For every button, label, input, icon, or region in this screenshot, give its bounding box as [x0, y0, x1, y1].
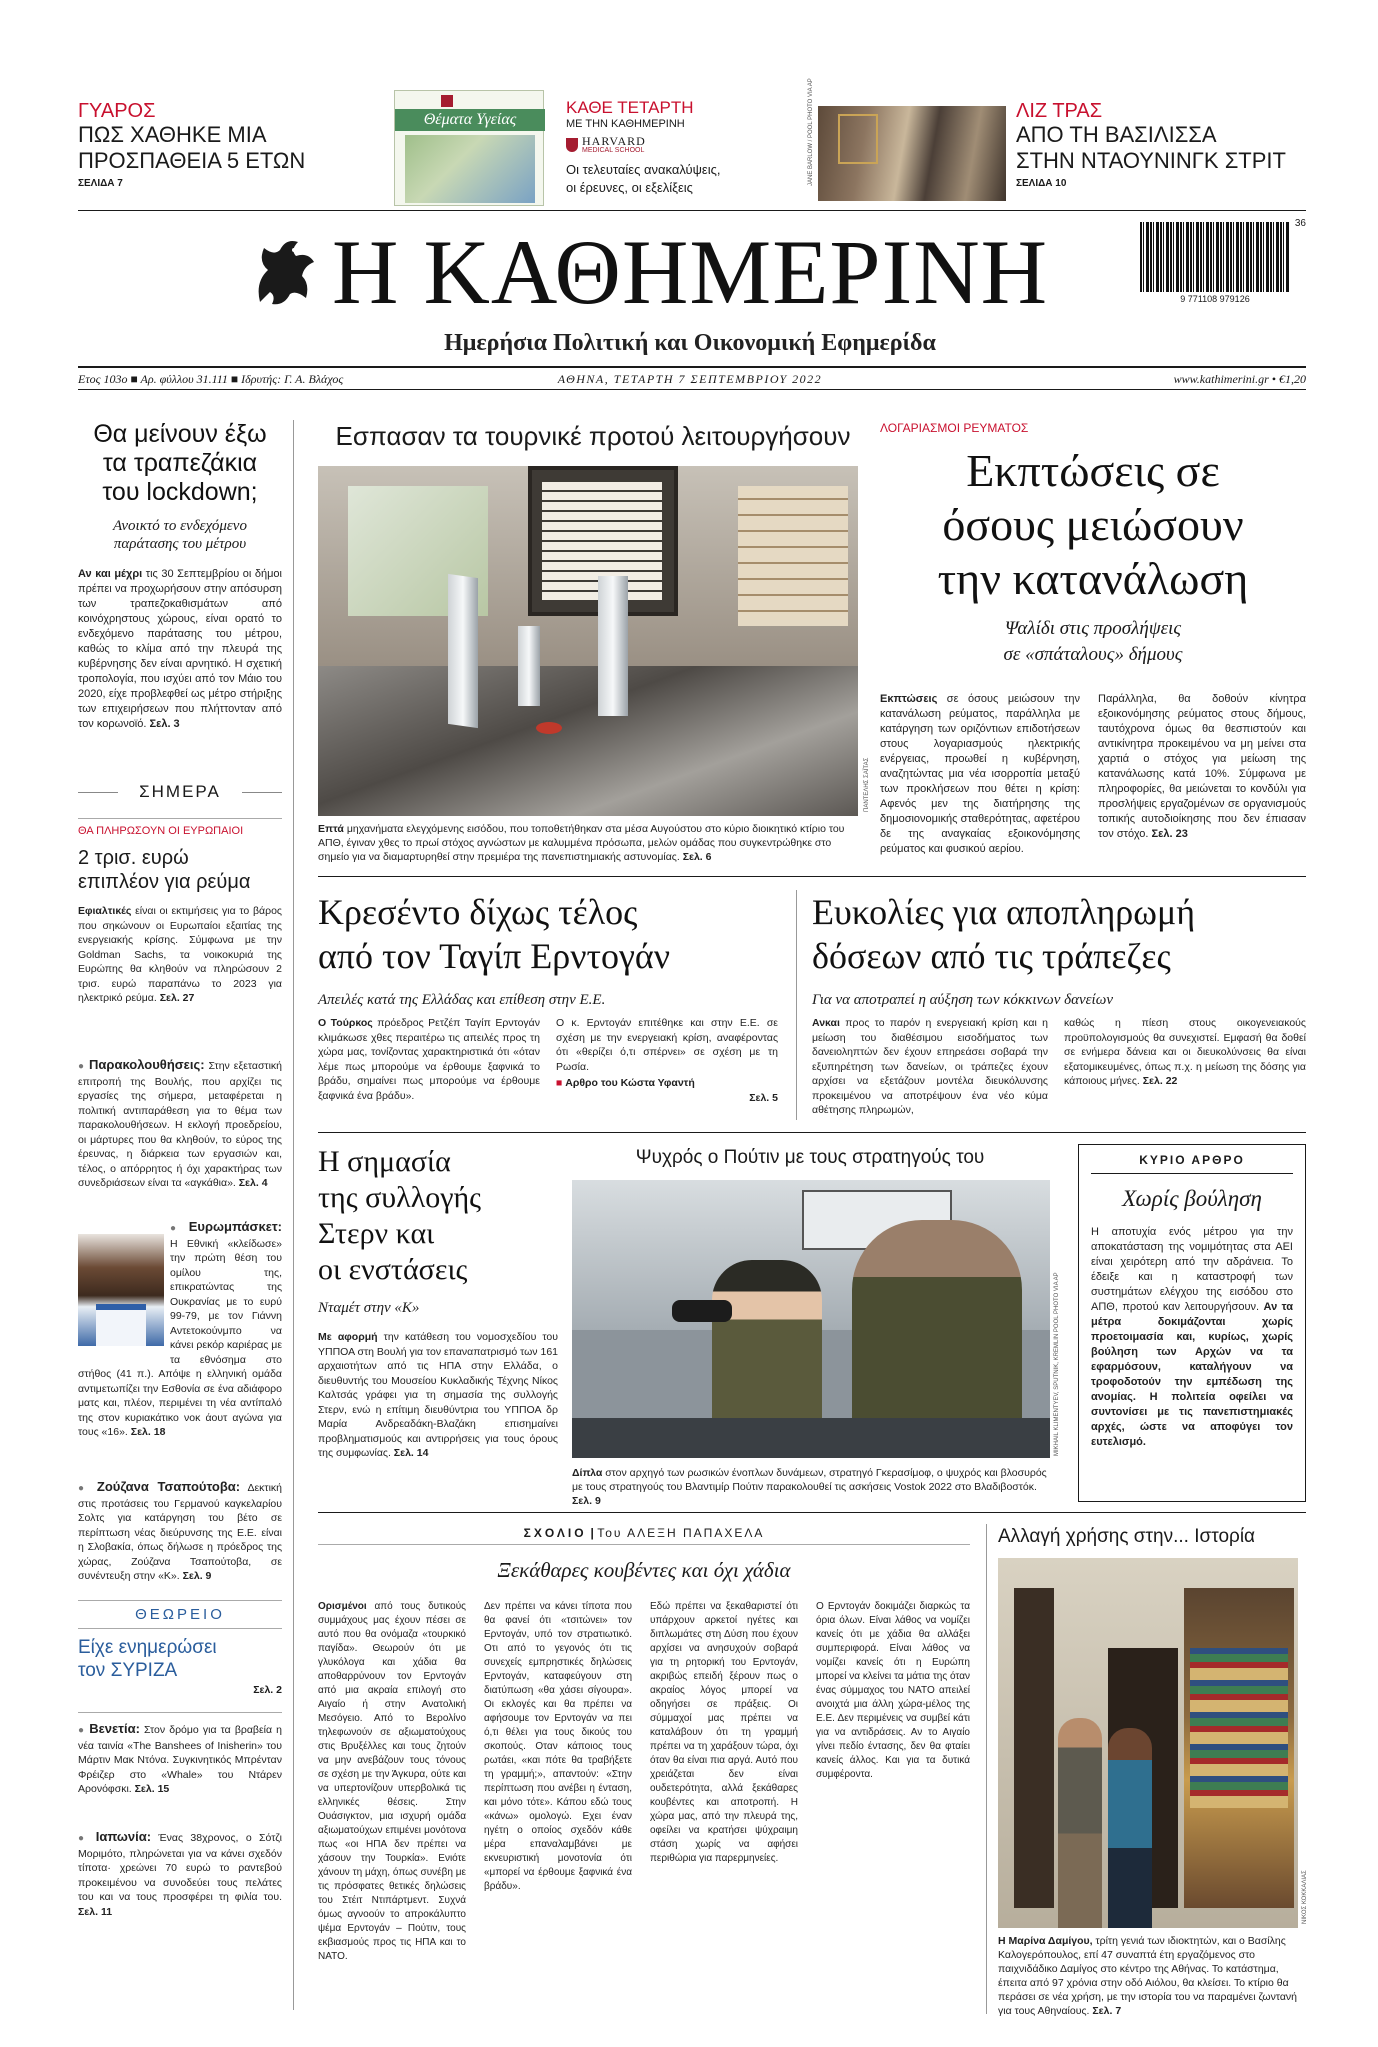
masthead-rule-top [78, 366, 1306, 368]
info-left: Ετος 103ο ■ Αρ. φύλλου 31.111 ■ Ιδρυτής: Γ. Α. Βλάχος [78, 372, 344, 386]
lockdown-article[interactable] [78, 420, 282, 732]
theorio-label: ΘΕΩΡΕΙΟ [135, 1606, 225, 1623]
truss-photo-credit: JANE BARLOW / POOL PHOTO VIA AP [808, 78, 814, 186]
brief-surveillance-text: ● Παρακολουθήσεις: Στην εξεταστική επιτροπή της Βουλής, που αρχίζει τις εργασίες της σήμερα, μεταφέρεται η πολιτική αντιπαράθεση για το θέμα των παρακολουθήσεων. Η εκλογή προεδρείου, οι μάρτυρες που θα κληθούν, το εύρος της έρευνας, η διάρκεια των εργασιών και, τέλος, ο απόρρητος ή όχι χαρακτήρας των συνεδριάσεων είναι τα «αγκάθια». Σελ. 4 [78, 1058, 282, 1191]
magazine-title: Θέματα Υγείας [395, 109, 545, 131]
today-label: ΣΗΜΕΡΑ [139, 782, 221, 801]
floor-marker [536, 722, 562, 734]
shop-window-left [1014, 1588, 1054, 1908]
brief-surveillance[interactable] [78, 1058, 282, 1191]
teaser-center-desc1: Οι τελευταίες ανακαλύψεις, [566, 162, 721, 177]
comment-col2: Δεν πρέπει να κάνει τίποτα που θα φανεί ότι «τσιτώνει» τον Ερντογάν, υπό τον στρατιωτικό. Οτι από το γεγονός ότι τις συνεχείς εμπρηστικές δηλώσεις Ερντογάν, καταφεύγουν στη διατύπωση «θα χάσει σίγουρα». Οι εκλογές και θα πρέπει να αφήσουμε τον Ερντογάν να πει ό,τι θέλει για τους δικούς του σκοπούς. Οταν κάποιος τους ρωτάει, «και πότε θα τραβήξετε τη γραμμή;», απαντούν: «Στην περίπτωση που ανέβει η ένταση, και μόνο τότε». Κάπου εδώ τους «κάνω» ομολογώ. Εχει έναν ηγέτη ο οποίος σχεδόν κάθε μέρα επαναλαμβάνει με εκνευριστική μονοτονία ότι «μπορεί να έρθουμε ξαφνικά ένα βράδυ». [484, 1601, 632, 1892]
theorio-headline: Είχε ενημερώσει τον ΣΥΡΙΖΑ [78, 1637, 217, 1681]
turnstiles-floor [318, 666, 858, 816]
teaser-right[interactable] [1016, 100, 1306, 200]
loans-headline: Ευκολίες για αποπληρωμή δόσεων από τις τράπεζες [812, 892, 1196, 976]
teaser-left-line2: ΠΡΟΣΠΑΘΕΙΑ 5 ΕΤΩΝ [78, 148, 306, 173]
today-section [78, 782, 282, 802]
info-center: ΑΘΗΝΑ, ΤΕΤΑΡΤΗ 7 ΣΕΠΤΕΜΒΡΙΟΥ 2022 [557, 372, 823, 386]
comment-label: ΣΧΟΛΙΟ [523, 1526, 587, 1540]
brief-venice-text: ● Βενετία: Στον δρόμο για τα βραβεία η νέα ταινία «The Banshees of Inisherin» του Μάρτιν Μακ Ντόνα. Συγκινητικός Μπρένταν Φρέιζερ στο «Whale» του Ντάρεν Αρονόφσκι. Σελ. 15 [78, 1722, 282, 1797]
stern-headline: Η σημασία της συλλογής Στερν και οι ενστάσεις [318, 1145, 482, 1286]
history-caption: Η Μαρίνα Δαμίγου, τρίτη γενιά των ιδιοκτητών, και ο Βασίλης Καλογερόπουλος, επί 47 συναπτά έτη εργαζόμενος στο παιχνιδάδικο Δαμίγος στο κέντρο της Αθήνας. Το κατάστημα, έπειτα από 97 χρόνια στην οδό Αιόλου, θα κλείσει. Το κτίριο θα περάσει σε νέα χρήση, με την ιστορία του να παραμένει ζωντανή για τους Αθηναίους. Σελ. 7 [998, 1935, 1297, 2017]
today-body: Εφιαλτικές είναι οι εκτιμήσεις για το βάρος που σηκώνουν οι Ευρωπαίοι εξαιτίας της ενεργειακής κρίσης. Σύμφωνα με την Goldman Sachs, τα νοικοκυριά της Ευρώπης θα κληθούν να πληρώσουν 2 τρισ. ευρώ παραπάνω το 2023 για ηλεκτρικό ρεύμα. Σελ. 27 [78, 905, 282, 1004]
loans-col1: Ανκαι προς το παρόν η ενεργειακή κρίση και η μείωση του διαθέσιμου εισοδήματος των δανειοληπτών δεν έχουν επηρεάσει σοβαρά την εξυπηρέτηση των δανείων, οι τράπεζες έχουν αρχίσει να εξετάζουν μοντέλα διευκόλυνσης προκειμένου να αποτρέψουν ένα νέο κύμα αθέτησης πληρωμών, [812, 1017, 1048, 1116]
shop-window-right [1184, 1588, 1294, 1908]
brief-japan[interactable] [78, 1830, 282, 1919]
brief-eurobasket-text: ● Ευρωμπάσκετ: Η Εθνική «κλείδωσε» την πρώτη θέση του ομίλου της, επικρατώντας της Ουκρανίας με το ευρύ 99-79, με τον Γιάννη Αντετοκούνμπο να κάνει ρεκόρ καριέρας με τα εθνόσημα στο στήθος (41 π.). Απόψε η ελληνική ομάδα αντιμετωπίζει την Εσθονία σε ένα αδιάφορο ματς και, πλέον, περιμένει τη νέα αντίπαλό της στον κυριακάτικο νοκ άουτ αγώνα για τους «16». Σελ. 18 [78, 1220, 282, 1440]
masthead-title: Η ΚΑΘΗΜΕΡΙΝΗ [332, 221, 1049, 323]
today-kicker: ΘΑ ΠΛΗΡΩΣΟΥΝ ΟΙ ΕΥΡΩΠΑΙΟΙ [78, 825, 244, 837]
comment-label-row: ΣΧΟΛΙΟ | Του ΑΛΕΞΗ ΠΑΠΑΧΕΛΑ [523, 1526, 765, 1540]
history-photo [998, 1558, 1298, 1928]
griffin-logo-icon [250, 232, 320, 310]
mid-rule-2 [318, 1132, 1306, 1133]
man-figure [1058, 1718, 1102, 1928]
discounts-article[interactable] [880, 420, 1306, 668]
turnstiles-shelves [738, 486, 848, 626]
comment-label-rule [318, 1544, 970, 1545]
editorial-label: ΚΥΡΙΟ ΑΡΘΡΟ [1139, 1153, 1245, 1167]
info-right: www.kathimerini.gr • €1,20 [1173, 372, 1306, 386]
teaser-left-page: ΣΕΛΙΔΑ 7 [78, 178, 123, 189]
loans-sub: Για να αποτραπεί η αύξηση των κόκκινων δανείων [812, 992, 1113, 1008]
brief-venice[interactable] [78, 1722, 282, 1797]
magazine-cover[interactable] [394, 90, 544, 206]
masthead-subtitle: Ημερήσια Πολιτική και Οικονομική Εφημερίδα [444, 330, 936, 356]
theorio-page: Σελ. 2 [253, 1684, 282, 1696]
barcode-issue: 36 [1294, 218, 1306, 229]
editorial-headline: Χωρίς βούληση [1122, 1186, 1262, 1211]
teaser-right-line1: ΑΠΟ ΤΗ ΒΑΣΙΛΙΣΣΑ [1016, 122, 1217, 147]
lockdown-sub: Ανοικτό το ενδεχόμενο παράτασης του μέτρου [113, 518, 247, 552]
turnstiles-caption: Επτά μηχανήματα ελεγχόμενης εισόδου, που τοποθετήθηκαν στα μέσα Αυγούστου στο κύριο διοικητικό κτίριο του ΑΠΘ, έγιναν χθες το πρωί στόχος αγνώστων με καλυμμένα πρόσωπα, μελών ομάδας που συγκεντρώθηκε στο σημείο για να διαμαρτυρηθεί στην πρεμιέρα της πανεπιστημιακής αστυνομίας. Σελ. 6 [318, 823, 845, 863]
teaser-center-with: ΜΕ ΤΗΝ ΚΑΘΗΜΕΡΙΝΗ [566, 118, 685, 130]
mid-rule-3 [318, 1512, 1306, 1513]
masthead-rule-bottom [78, 389, 1306, 390]
brief-caputova[interactable] [78, 1480, 282, 1584]
harvard-brand-sub: MEDICAL SCHOOL [582, 147, 645, 154]
barcode-bars [1140, 222, 1290, 292]
teaser-center-desc2: οι έρευνες, οι εξελίξεις [566, 180, 693, 195]
comment-col3: Εδώ πρέπει να ξεκαθαριστεί ότι υπάρχουν αρκετοί ηγέτες και διπλωμάτες στη Δύση που έχουν αρχίσει να ανησυχούν σοβαρά για τη ρητορική του Ερντογάν, ακριβώς επειδή ξέρουν πως ο ακραίος λόγος μπορεί να οδηγήσει σε πράξεις. Οι σύμμαχοί μας πρέπει να καταλάβουν ότι τη γραμμή πρέπει να τη χαράξουν τώρα, όχι όταν θα είναι πια αργά. Αυτό που χρειάζεται δεν είναι ουδετερότητα, αλλά ξεκάθαρες κουβέντες και αποτροπή. Η χώρα μας, από την πλευρά της, οφείλει να κρατήσει ψύχραιμη στάση χωρίς να αφήσει περιθώρια για παρερμηνείες. [650, 1601, 798, 1864]
teaser-right-line2: ΣΤΗΝ ΝΤΑΟΥΝΙΝΓΚ ΣΤΡΙΤ [1016, 148, 1286, 173]
erdogan-col2: Ο κ. Ερντογάν επιτέθηκε και στην Ε.Ε. σε σχέση με την ενεργειακή κρίση, αναφέροντας ότι «θερίζει ό,τι σπέρνει» σε σχέση με τη Ρωσία. ■ Αρθρο του Κώστα Υφαντή Σελ. 5 [556, 1017, 778, 1104]
stern-sub: Νταμέτ στην «Κ» [318, 1300, 420, 1316]
loans-col2: καθώς η πίεση στους οικογενειακούς προϋπολογισμούς θα συνεχιστεί. Εμφασή θα δοθεί σε ενήμερα δάνεια και οι διευκολύνσεις θα είναι εξατομικευμένες, όπως π.χ. η μείωση της δόσης για κάποιους μήνες. Σελ. 22 [1064, 1017, 1306, 1087]
teaser-center[interactable] [566, 98, 766, 206]
stern-article[interactable] [318, 1144, 558, 1461]
teaser-left-kicker: ΓΥΑΡΟΣ [78, 100, 156, 122]
binoculars [672, 1300, 732, 1322]
mid-rule-1 [318, 876, 1306, 877]
stern-body: Με αφορμή την κατάθεση του νομοσχεδίου του ΥΠΠΟΑ στη Βουλή για τον επαναπατρισμό των 161 αρχαιοτήτων από τις ΗΠΑ στην Ελλάδα, ο διευθυντής του Μουσείου Κυκλαδικής Τέχνης Νίκος Καλτσάς γράφει για τη σημασία της συλλογής Στερν, ενώ η επίτιμη διευθύντρια του ΥΠΠΟΑ δρ Μαρία Ανδρεαδάκη-Βλαζάκη επισημαίνει προβληματισμούς και αντιρρήσεις για τους όρους της συμφωνίας. Σελ. 14 [318, 1331, 558, 1459]
history-headline[interactable]: Αλλαγή χρήσης στην... Ιστορία [998, 1526, 1256, 1547]
erdogan-sub: Απειλές κατά της Ελλάδας και επίθεση στην Ε.Ε. [318, 992, 606, 1008]
turnstiles-photo [318, 466, 858, 816]
brief-eurobasket[interactable] [78, 1220, 282, 1440]
loans-article[interactable] [812, 890, 1306, 1010]
theorio-rule-top [78, 1600, 282, 1601]
discounts-sub: Ψαλίδι στις προσλήψεις σε «σπάταλους» δήμους [1003, 618, 1183, 665]
left-col-rule [293, 420, 294, 2010]
teaser-center-kicker: ΚΑΘΕ ΤΕΤΑΡΤΗ [566, 98, 694, 117]
barcode [1130, 218, 1306, 308]
theorio-article[interactable] [78, 1636, 282, 1696]
editorial-body: Η αποτυχία ενός μέτρου για την αποκατάσταση της νομιμότητας στα ΑΕΙ είναι χειρότερη από την αδράνεια. Το έδειξε και η καταστροφή των συστημάτων ελέγχου της εισόδου στο ΑΠΘ, προτού καν λειτουργήσουν. Αν τα μέτρα δοκιμάζονται χωρίς προετοιμασία και, κυρίως, χωρίς βούληση των Αρχών να τα εφαρμόσουν, καταλήγουν να τροφοδοτούν την εμπέδωση της ανομίας. Η πολιτεία οφείλει να συντονίσει με τις πανεπιστημιακές αρχές, ώστε να αποφύγει τον ευτελισμό. [1091, 1226, 1294, 1448]
turnstiles-headline[interactable]: Εσπασαν τα τουρνικέ προτού λειτουργήσουν [335, 421, 851, 451]
erdogan-col1: Ο Τούρκος πρόεδρος Ρετζέπ Ταγίπ Ερντογάν κλιμάκωσε χθες περαιτέρω τις απειλές προς τη χώρα μας, τονίζοντας χαρακτηριστικά ότι «όταν λέμε πως μπορούμε να έρθουμε ξαφνικά το βράδυ, σημαίνει πως μπορούμε να έρθουμε ξαφνικά ένα βράδυ». [318, 1017, 540, 1102]
harvard-brand: HARVARD [582, 134, 646, 148]
discounts-col1: Εκπτώσεις σε όσους μειώσουν την κατανάλωση ρεύματος, παράλληλα με κατάργηση των οριζόντιων επιδοτήσεων στους λογαριασμούς ηλεκτρικής ενέργειας, προωθεί η κυβέρνηση, αναζητώντας μια νέα ισορροπία μεταξύ των προκλήσεων που θέτει η κρίση: Αφενός μεν της διατήρησης της δημοσιονομικής σταθερότητας, αφετέρου δε της αναγκαίας εξοικονόμησης ρεύματος και φυσικού αερίου. [880, 693, 1080, 855]
desk [572, 1418, 1050, 1458]
history-photo-credit: ΝΙΚΟΣ ΚΟΚΚΑΛΙΑΣ [1302, 1870, 1308, 1924]
today-headline: 2 τρισ. ευρώ επιπλέον για ρεύμα [78, 847, 251, 893]
truss-photo [818, 106, 1006, 201]
barcode-number: 9 771108 979126 [1180, 294, 1250, 304]
harvard-shield-icon [566, 138, 578, 152]
magazine-logo-icon [441, 95, 453, 107]
discounts-col2: Παράλληλα, θα δοθούν κίνητρα εξοικονόμησης ρεύματος στους δήμους, ταυτόχρονα όμως θα θεσπιστούν και αντικίνητρα προκειμένου να μη μείνει στα χαρτιά ο στόχος για μείωση της κατανάλωσης κατά 10%. Σύμφωνα με πληροφορίες, θα μειώνεται το κονδύλι για προσλήψεις εργαζομένων σε οργανισμούς τοπικής αυτοδιοίκησης που δεν έπιασαν τον στόχο. Σελ. 23 [1098, 693, 1306, 840]
turnstiles-photo-credit: ΠΑΝΤΕΛΗΣ ΣΑΪΤΑΣ [864, 757, 870, 812]
truss-photo-frame [838, 114, 878, 164]
brief-caputova-text: ● Ζούζανα Τσαπούτοβα: Δεκτική στις προτάσεις του Γερμανού καγκελαρίου Σολτς για κατάργηση του βέτο σε περίπτωση νέας διεύρυνσης της Ε.Ε. είναι η Σλοβακία, όπως δήλωσε η πρόεδρος της χώρας, Ζούζανα Τσαπούτοβα, σε συνέντευξη στην «Κ». Σελ. 9 [78, 1480, 282, 1584]
teaser-left-line1: ΠΩΣ ΧΑΘΗΚΕ ΜΙΑ [78, 122, 267, 147]
teaser-left[interactable] [78, 100, 328, 200]
discounts-headline: Εκπτώσεις σε όσους μειώσουν την κατανάλωση [937, 445, 1249, 604]
putin-photo-credit: MIKHAIL KLIMENTYEV, SPUTNIK, KREMLIN POOL PHOTO VIA AP [1054, 1272, 1060, 1456]
putin-headline[interactable]: Ψυχρός ο Πούτιν με τους στρατηγούς του [635, 1147, 985, 1168]
today-rule [78, 818, 282, 819]
history-col-rule [986, 1524, 987, 2014]
turnstile-center [518, 626, 540, 706]
discounts-kicker: ΛΟΓΑΡΙΑΣΜΟΙ ΡΕΥΜΑΤΟΣ [880, 421, 1029, 435]
turnstile-right [598, 576, 628, 716]
theorio-rule-bottom [78, 1628, 282, 1629]
theorio-end-rule [78, 1712, 282, 1713]
turnstile-left [448, 574, 478, 728]
today-article[interactable] [78, 824, 282, 1006]
editorial-box[interactable] [1078, 1144, 1306, 1502]
teaser-right-page: ΣΕΛΙΔΑ 10 [1016, 178, 1067, 189]
putin-caption: Δίπλα στον αρχηγό των ρωσικών ένοπλων δυνάμεων, στρατηγό Γκερασίμοφ, ο ψυχρός και βλοσυρός με τους στρατηγούς του Βλαντιμίρ Πούτιν παρακολουθεί τις ασκήσεις Vostok 2022 στο Βλαδιβοστόκ. Σελ. 9 [572, 1467, 1047, 1507]
lockdown-body: Αν και μέχρι τις 30 Σεπτεμβρίου οι δήμοι πρέπει να προχωρήσουν στην απόσυρση των τραπεζοκαθισμάτων από κοινόχρηστους χώρους, είναι ορατό το ενδεχόμενο παράτασης του μέτρου, καθώς το κλίμα από την πλευρά της κυβέρνησης δεν είναι αρνητικό. Η σχετική τροπολογία, που ισχύει από τον Μάιο του 2020, είχε προβλεφθεί ως μέτρο στήριξης των επιχειρήσεων που πλήττονταν από τον κορωνοϊό. Σελ. 3 [78, 568, 282, 730]
brief-japan-text: ● Ιαπωνία: Ένας 38χρονος, ο Σότζι Μοριμότο, πληρώνεται για να κάνει σχεδόν τίποτα· χρεώνει 70 ευρώ το ραντεβού προκειμένου να συνοδεύει τους πελάτες του και να τους προσφέρει τη φιλία του. Σελ. 11 [78, 1830, 282, 1919]
mid-col-rule [796, 890, 797, 1120]
teaser-right-kicker: ΛΙΖ ΤΡΑΣ [1016, 100, 1103, 122]
comment-col4: Ο Ερντογάν δοκιμάζει διαρκώς τα όρια όλων. Είναι λάθος να νομίζει κανείς ότι με χάδια θα αλλάξει συμπεριφορά. Είναι λάθος να νομίζει κανείς ότι η Ευρώπη μπορεί να κλείνει τα μάτια της όταν ένας σύμμαχος του ΝΑΤΟ απειλεί ανοιχτά μια άλλη χώρα-μέλος της Ε.Ε. Δεν περιμένεις να συμβεί κάτι για να αντιδράσεις. Αν το Αιγαίο γίνει πεδίο έντασης, δεν θα φταίει κανείς άλλος. Και για τα δυτικά συμφέροντα. [816, 1601, 970, 1780]
comment-headline[interactable]: Ξεκάθαρες κουβέντες και όχι χάδια [497, 1558, 791, 1582]
woman-figure [1108, 1728, 1152, 1928]
comment-col1: Ορισμένοι από τους δυτικούς συμμάχους μας έχουν πέσει σε αυτό που θα ονόμαζα «τουρκικό παγίδα». Θεωρούν ότι με γλυκόλογα και χάδια θα αποθαρρύνουν τον Ερντογάν από μια ακραία επιλογή στο Αιγαίο ή στην Ανατολική Μεσόγειο. Από το Βερολίνο τηλεφωνούν σε αξιωματούχους στις Βρυξέλλες και τους ζητούν να μην ανεβάζουν τους τόνους σε σχέση με την Άγκυρα, ούτε και να υπερτονίζουν υπερβολικά τις ελληνικές θέσεις. Στην Ουάσιγκτον, μια ισχυρή ομάδα αξιωματούχων επιμένει μονότονα πως «οι ΗΠΑ δεν πρέπει να χάσουν την Τουρκία». Ενιότε χάνουν τη μάχη, όπως συνέβη με τις πρόσφατες θετικές δηλώσεις του Στέιτ Ντιπάρτμεντ. Συχνά όμως αγνοούν το απροκάλυπτο ψέμα Ερντογάν – Πούτιν, τους εκβιασμούς προς τις ΗΠΑ και το ΝΑΤΟ. [318, 1601, 466, 1962]
comment-author: Του ΑΛΕΞΗ ΠΑΠΑΧΕΛΑ [597, 1526, 765, 1540]
putin-photo [572, 1180, 1050, 1458]
erdogan-article[interactable] [318, 890, 778, 1010]
lockdown-headline: Θα μείνουν έξω τα τραπεζάκια του lockdown; [93, 420, 267, 506]
magazine-photo [405, 135, 535, 203]
erdogan-headline: Κρεσέντο δίχως τέλος από τον Ταγίπ Ερντογάν [318, 892, 671, 976]
teaser-rule [78, 210, 1306, 211]
